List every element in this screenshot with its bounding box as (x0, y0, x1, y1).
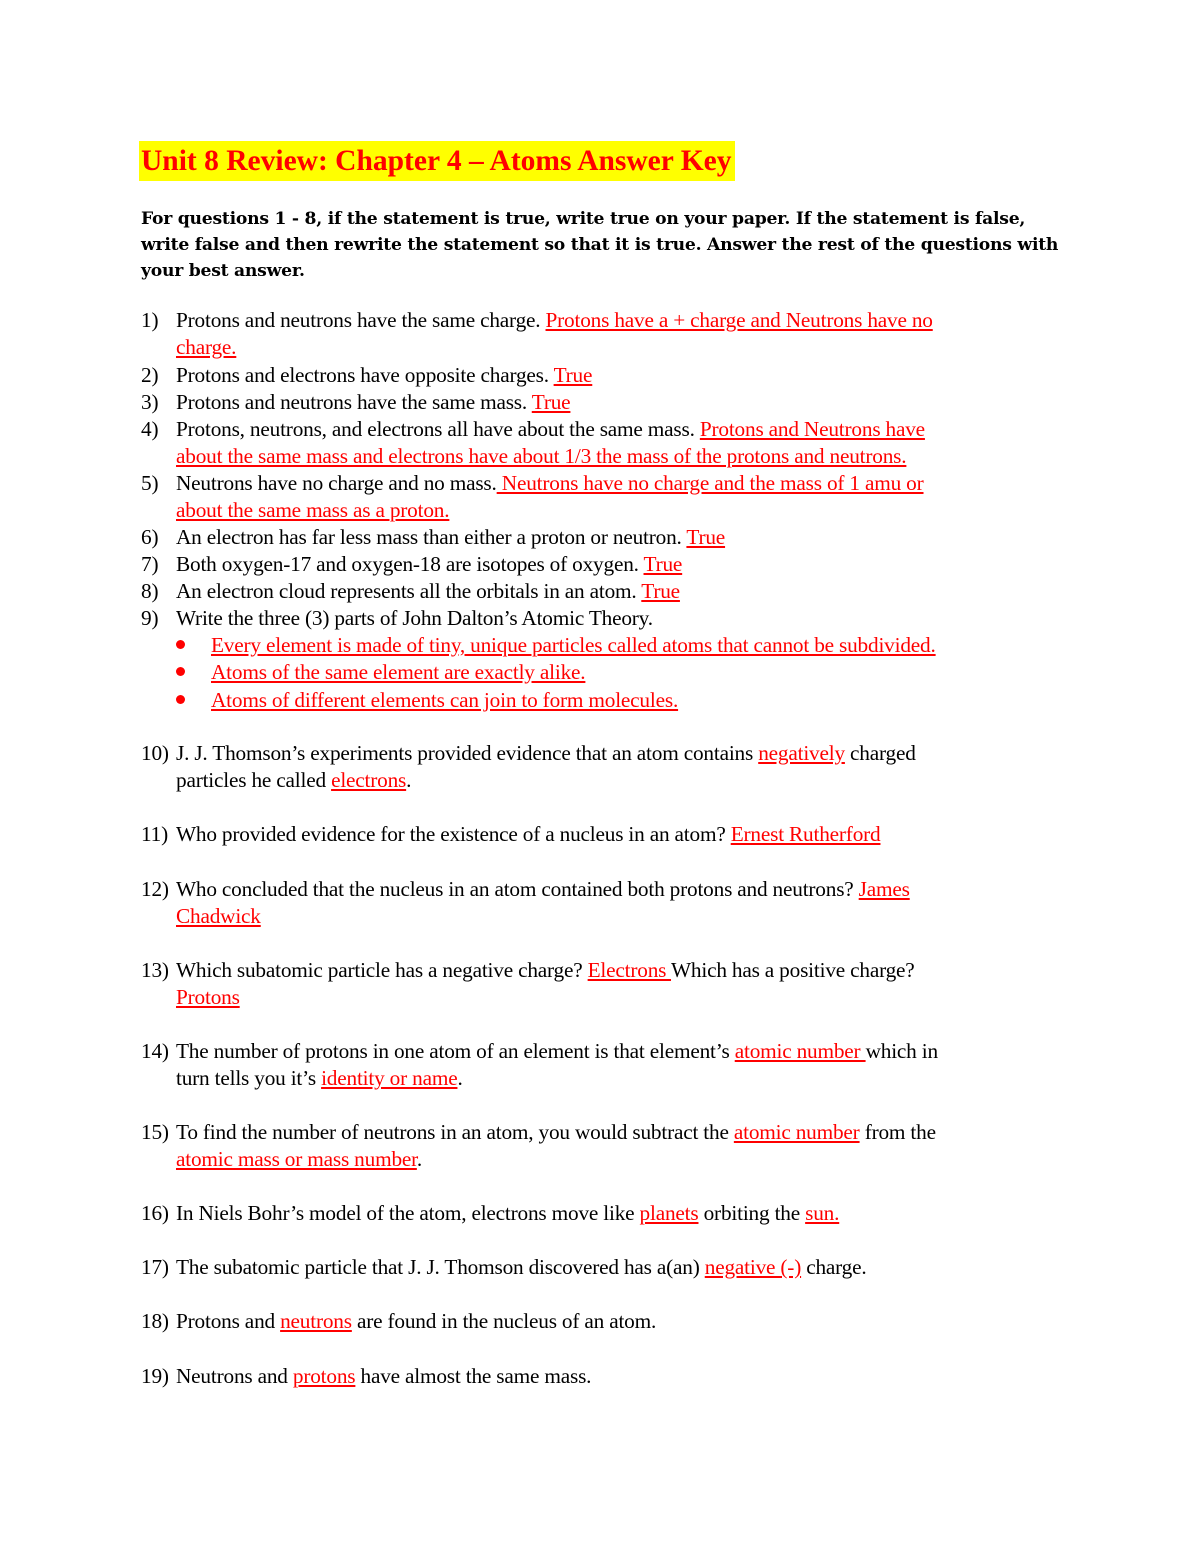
question-number: 7) (141, 552, 159, 576)
answer: True (641, 579, 680, 603)
question-text: Both oxygen-17 and oxygen-18 are isotopes of oxygen. (176, 552, 644, 576)
question-18 (141, 1308, 656, 1335)
question-number: 2) (141, 363, 159, 387)
question-number: 13) (141, 958, 169, 982)
question-text: Which subatomic particle has a negative charge? (176, 958, 588, 982)
answer: identity or name (321, 1066, 458, 1090)
question-number: 11) (141, 822, 168, 846)
question-2 (141, 362, 592, 389)
question-text: Protons, neutrons, and electrons all have about the same mass. (176, 417, 700, 441)
answer: charge. (176, 335, 237, 359)
question-text: turn tells you it’s (176, 1066, 322, 1090)
question-text: charge. (801, 1255, 867, 1279)
answer: negatively (758, 741, 845, 765)
question-6 (141, 524, 725, 551)
question-text: Protons and electrons have opposite charges. (176, 363, 554, 387)
answer: True (643, 552, 683, 576)
answer: atomic number (734, 1039, 866, 1063)
question-text: charged (844, 741, 916, 765)
answer: Neutrons have no charge and the mass of 1 amu or (496, 471, 924, 495)
question-3 (141, 389, 570, 416)
question-1 (141, 307, 933, 334)
question-1-continued (176, 334, 236, 361)
question-16 (141, 1200, 839, 1227)
answer: True (686, 525, 726, 549)
question-number: 5) (141, 471, 159, 495)
question-number: 15) (141, 1120, 169, 1144)
question-text: Who provided evidence for the existence of a nucleus in an atom? (176, 822, 731, 846)
answer: planets (639, 1201, 699, 1225)
question-text: which in (865, 1039, 938, 1063)
question-text: Which has a positive charge? (671, 958, 915, 982)
bullet-item (176, 632, 936, 659)
question-9 (141, 605, 653, 632)
question-number: 16) (141, 1201, 169, 1225)
question-19 (141, 1363, 591, 1390)
question-number: 17) (141, 1255, 169, 1279)
question-text: Neutrons have no charge and no mass. (176, 471, 497, 495)
question-text: J. J. Thomson’s experiments provided evidence that an atom contains (176, 741, 759, 765)
answer: James (858, 877, 910, 901)
question-text: have almost the same mass. (355, 1364, 592, 1388)
answer: electrons (331, 768, 407, 792)
question-number: 12) (141, 877, 169, 901)
question-text: In Niels Bohr’s model of the atom, electrons move like (176, 1201, 640, 1225)
bullet-item (176, 659, 585, 686)
answer: about the same mass and electrons have about 1/3 the mass of the protons and neutrons. (176, 444, 907, 468)
question-number: 10) (141, 741, 169, 765)
answer: Atoms of different elements can join to form molecules. (211, 688, 679, 712)
answer: Ernest Rutherford (730, 822, 881, 846)
question-number: 1) (141, 308, 159, 332)
bullet-item (176, 687, 678, 714)
question-11 (141, 821, 880, 848)
answer: Chadwick (176, 904, 261, 928)
question-14 (141, 1038, 938, 1065)
question-text: . (406, 768, 412, 792)
page-title: Unit 8 Review: Chapter 4 – Atoms Answer Key (139, 141, 735, 181)
question-text: Protons and neutrons have the same mass. (176, 390, 532, 414)
question-text: particles he called (176, 768, 332, 792)
question-7 (141, 551, 682, 578)
question-4 (141, 416, 925, 443)
question-text: An electron cloud represents all the orbitals in an atom. (176, 579, 642, 603)
question-number: 8) (141, 579, 159, 603)
question-number: 14) (141, 1039, 169, 1063)
question-8 (141, 578, 680, 605)
answer: sun. (805, 1201, 840, 1225)
answer: Protons (176, 985, 240, 1009)
question-13 (141, 957, 915, 984)
question-4-continued (176, 443, 906, 470)
question-text: . (416, 1147, 422, 1171)
answer: Atoms of the same element are exactly alike. (211, 660, 586, 684)
question-text: The number of protons in one atom of an element is that element’s (176, 1039, 735, 1063)
question-14-continued (176, 1065, 463, 1092)
question-text: are found in the nucleus of an atom. (351, 1309, 657, 1333)
question-10 (141, 740, 916, 767)
question-text: To find the number of neutrons in an atom, you would subtract the (176, 1120, 734, 1144)
question-text: An electron has far less mass than either a proton or neutron. (176, 525, 687, 549)
question-13-continued (176, 984, 240, 1011)
instructions: For questions 1 - 8, if the statement is true, write true on your paper. If the statement is false, write false and then rewrite the statement so that it is true. Answer the rest of the questions with your best answer. (141, 209, 1059, 281)
answer: Electrons (587, 958, 671, 982)
question-text: Protons and (176, 1309, 281, 1333)
answer: negative (-) (704, 1255, 802, 1279)
question-12-continued (176, 903, 261, 930)
question-text: The subatomic particle that J. J. Thomson discovered has a(an) (176, 1255, 705, 1279)
question-text: Neutrons and (176, 1364, 293, 1388)
answer: True (553, 363, 593, 387)
answer: Protons have a + charge and Neutrons have no (545, 308, 933, 332)
bullet-dot (176, 640, 185, 649)
answer: atomic number (733, 1120, 860, 1144)
question-text: Write the three (3) parts of John Dalton’s Atomic Theory. (176, 606, 653, 630)
question-5 (141, 470, 924, 497)
question-10-continued (176, 767, 411, 794)
question-15-continued (176, 1146, 422, 1173)
answer: Protons and Neutrons have (699, 417, 925, 441)
question-5-continued (176, 497, 449, 524)
question-number: 9) (141, 606, 159, 630)
answer: True (531, 390, 571, 414)
question-number: 4) (141, 417, 159, 441)
question-12 (141, 876, 910, 903)
question-number: 18) (141, 1309, 169, 1333)
question-15 (141, 1119, 936, 1146)
question-text: orbiting the (698, 1201, 806, 1225)
answer: Every element is made of tiny, unique particles called atoms that cannot be subdivided. (211, 633, 936, 657)
question-text: from the (859, 1120, 936, 1144)
question-number: 19) (141, 1364, 169, 1388)
answer: protons (292, 1364, 356, 1388)
question-text: . (457, 1066, 463, 1090)
question-number: 3) (141, 390, 159, 414)
bullet-dot (176, 667, 185, 676)
question-text: Who concluded that the nucleus in an atom contained both protons and neutrons? (176, 877, 859, 901)
bullet-dot (176, 695, 185, 704)
question-number: 6) (141, 525, 159, 549)
answer: atomic mass or mass number (176, 1147, 417, 1171)
question-text: Protons and neutrons have the same charge. (176, 308, 546, 332)
answer: about the same mass as a proton. (176, 498, 450, 522)
question-17 (141, 1254, 867, 1281)
answer: neutrons (280, 1309, 352, 1333)
